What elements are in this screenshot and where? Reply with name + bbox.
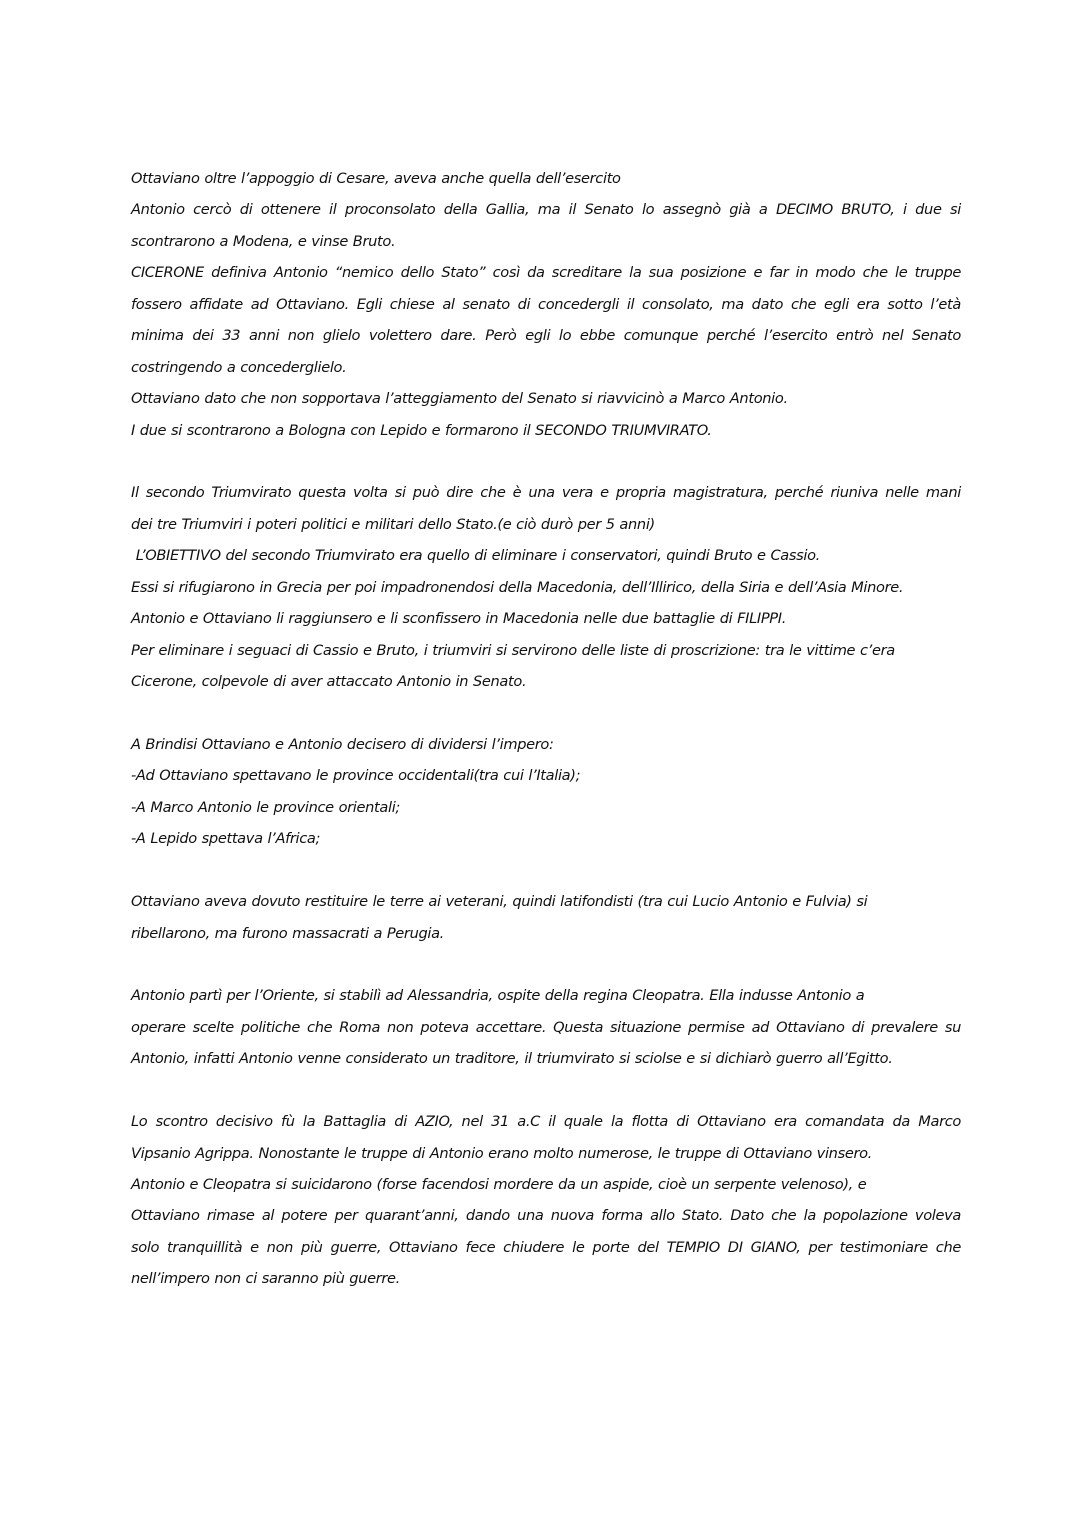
text-line: I due si scontrarono a Bologna con Lepido e formarono il SECONDO TRIUMVIRATO.	[131, 421, 712, 439]
text-line: Cicerone, colpevole di aver attaccato Antonio in Senato.	[131, 673, 527, 690]
text-line: Antonio, infatti Antonio venne considerato un traditore, il triumvirato si sciolse e si dichiarò guerro all’Egitto.	[131, 1050, 893, 1068]
paragraph-spacer	[131, 855, 961, 886]
text-line: L’OBIETTIVO del secondo Triumvirato era quello di eliminare i conservatori, quindi Bruto e Cassio.	[131, 547, 820, 565]
text-line: dei tre Triumviri i poteri politici e militari dello Stato.(e ciò durò per 5 anni)	[131, 515, 655, 533]
text-line: Antonio partì per l’Oriente, si stabilì ad Alessandria, ospite della regina Cleopatra. Ella indusse Antonio a	[131, 987, 865, 1005]
paragraph-spacer	[131, 1075, 961, 1106]
paragraph-spacer	[131, 446, 961, 477]
document-body	[131, 163, 961, 1295]
text-line: scontrarono a Modena, e vinse Bruto.	[131, 232, 396, 250]
list-item: -A Marco Antonio le province orientali;	[131, 798, 400, 816]
text-line: CICERONE definiva Antonio “nemico dello Stato” così da screditare la sua posizione e far in modo che le truppe	[131, 264, 961, 282]
paragraph-spacer	[131, 949, 961, 980]
text-line: Antonio e Cleopatra si suicidarono (forse facendosi mordere da un aspide, cioè un serpente velenoso), e	[131, 1176, 867, 1193]
text-line: Il secondo Triumvirato questa volta si può dire che è una vera e propria magistratura, perché riuniva nelle mani	[131, 484, 961, 502]
paragraph-secondo-triumvirato	[131, 477, 961, 697]
text-line: Antonio cercò di ottenere il proconsolato della Gallia, ma il Senato lo assegnò già a DECIMO BRUTO, i due si	[131, 201, 961, 219]
text-line: A Brindisi Ottaviano e Antonio decisero di dividersi l’impero:	[131, 735, 554, 753]
text-line: costringendo a concederglielo.	[131, 358, 347, 376]
text-line: ribellarono, ma furono massacrati a Perugia.	[131, 924, 444, 942]
text-line: Antonio e Ottaviano li raggiunsero e li sconfissero in Macedonia nelle due battaglie di FILIPPI.	[131, 610, 786, 628]
text-line: solo tranquillità e non più guerre, Ottaviano fece chiudere le porte del TEMPIO DI GIANO, per testimoniare che	[131, 1238, 961, 1256]
paragraph-spacer	[131, 697, 961, 728]
paragraph-ottaviano-antonio	[131, 163, 961, 446]
text-line: Lo scontro decisivo fù la Battaglia di AZIO, nel 31 a.C il quale la flotta di Ottaviano era comandata da Marco	[131, 1113, 961, 1131]
text-line: Essi si rifugiarono in Grecia per poi impadronendosi della Macedonia, dell’Illirico, della Siria e dell’Asia Minore.	[131, 578, 904, 596]
text-line: minima dei 33 anni non glielo volettero dare. Però egli lo ebbe comunque perché l’esercito entrò nel Senato	[131, 327, 961, 345]
paragraph-azio	[131, 1106, 961, 1295]
paragraph-cleopatra	[131, 980, 961, 1074]
text-line: operare scelte politiche che Roma non poteva accettare. Questa situazione permise ad Ottaviano di prevalere su	[131, 1018, 961, 1036]
text-line: Vipsanio Agrippa. Nonostante le truppe di Antonio erano molto numerose, le truppe di Ottaviano vinsero.	[131, 1144, 872, 1162]
text-line: Ottaviano aveva dovuto restituire le terre ai veterani, quindi latifondisti (tra cui Lucio Antonio e Fulvia) si	[131, 893, 868, 911]
paragraph-perugia	[131, 886, 961, 949]
text-line: Ottaviano dato che non sopportava l’atteggiamento del Senato si riavvicinò a Marco Antonio.	[131, 390, 788, 408]
text-line: fossero affidate ad Ottaviano. Egli chiese al senato di concedergli il consolato, ma dato che egli era sotto l’età	[131, 295, 961, 313]
list-item: -Ad Ottaviano spettavano le province occidentali(tra cui l’Italia);	[131, 767, 581, 785]
text-line: Ottaviano rimase al potere per quarant’anni, dando una nuova forma allo Stato. Dato che la popolazione voleva	[131, 1207, 961, 1225]
text-line: Per eliminare i seguaci di Cassio e Bruto, i triumviri si servirono delle liste di proscrizione: tra le vittime c’era	[131, 641, 895, 659]
list-item: -A Lepido spettava l’Africa;	[131, 830, 321, 848]
paragraph-brindisi	[131, 729, 961, 855]
text-line: Ottaviano oltre l’appoggio di Cesare, aveva anche quella dell’esercito	[131, 170, 621, 187]
text-line: nell’impero non ci saranno più guerre.	[131, 1270, 400, 1288]
